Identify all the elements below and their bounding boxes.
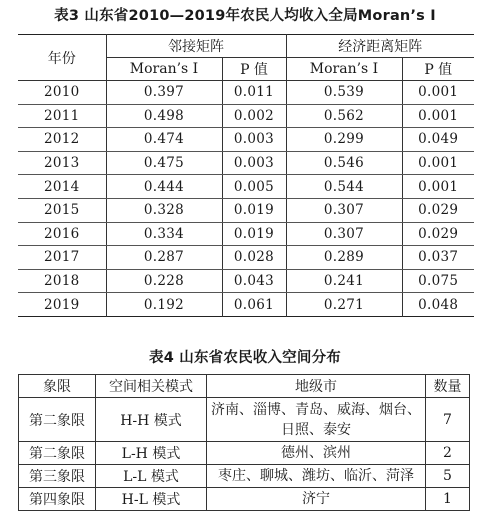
quadrant-cell: 第二象限 bbox=[19, 442, 96, 465]
table-row bbox=[19, 442, 470, 465]
adjacency-morans-i-cell: 0.287 bbox=[106, 246, 222, 270]
table-row bbox=[18, 246, 474, 270]
economic-morans-i-cell: 0.562 bbox=[286, 104, 402, 128]
economic-p-value-cell: 0.037 bbox=[402, 246, 474, 270]
header-economic-p-value: P 值 bbox=[402, 58, 474, 81]
table-row bbox=[18, 269, 474, 293]
pattern-cell: H-L 模式 bbox=[96, 488, 207, 511]
quadrant-cell: 第三象限 bbox=[19, 465, 96, 488]
table-row bbox=[18, 198, 474, 222]
header-quadrant: 象限 bbox=[19, 375, 96, 398]
economic-morans-i-cell: 0.307 bbox=[286, 198, 402, 222]
adjacency-morans-i-cell: 0.474 bbox=[106, 128, 222, 152]
table-row bbox=[18, 222, 474, 246]
cities-cell: 德州、滨州 bbox=[207, 442, 426, 465]
cities-cell: 济宁 bbox=[207, 488, 426, 511]
economic-morans-i-cell: 0.241 bbox=[286, 269, 402, 293]
economic-p-value-cell: 0.001 bbox=[402, 151, 474, 175]
header-adjacency-matrix: 邻接矩阵 bbox=[106, 35, 286, 58]
count-cell: 1 bbox=[426, 488, 470, 511]
header-correlation-pattern: 空间相关模式 bbox=[96, 375, 207, 398]
adjacency-p-value-cell: 0.019 bbox=[222, 222, 286, 246]
economic-p-value-cell: 0.001 bbox=[402, 104, 474, 128]
header-count: 数量 bbox=[426, 375, 470, 398]
header-prefecture-cities: 地级市 bbox=[207, 375, 426, 398]
adjacency-p-value-cell: 0.011 bbox=[222, 81, 286, 105]
economic-morans-i-cell: 0.546 bbox=[286, 151, 402, 175]
economic-p-value-cell: 0.029 bbox=[402, 222, 474, 246]
year-cell: 2016 bbox=[18, 222, 106, 246]
economic-morans-i-cell: 0.307 bbox=[286, 222, 402, 246]
economic-morans-i-cell: 0.289 bbox=[286, 246, 402, 270]
economic-morans-i-cell: 0.271 bbox=[286, 293, 402, 317]
adjacency-p-value-cell: 0.002 bbox=[222, 104, 286, 128]
spatial-distribution-table bbox=[18, 374, 470, 511]
pattern-cell: L-H 模式 bbox=[96, 442, 207, 465]
adjacency-p-value-cell: 0.003 bbox=[222, 128, 286, 152]
quadrant-cell: 第四象限 bbox=[19, 488, 96, 511]
table-row bbox=[18, 81, 474, 105]
table-row bbox=[18, 151, 474, 175]
economic-morans-i-cell: 0.544 bbox=[286, 175, 402, 199]
table4-caption: 表4 山东省农民收入空间分布 bbox=[149, 350, 341, 366]
header-economic-morans-i: Moran’s I bbox=[286, 58, 402, 81]
economic-p-value-cell: 0.029 bbox=[402, 198, 474, 222]
economic-morans-i-cell: 0.539 bbox=[286, 81, 402, 105]
economic-p-value-cell: 0.049 bbox=[402, 128, 474, 152]
table-row bbox=[18, 128, 474, 152]
adjacency-morans-i-cell: 0.498 bbox=[106, 104, 222, 128]
table-row bbox=[19, 465, 470, 488]
table-row bbox=[18, 293, 474, 317]
economic-morans-i-cell: 0.299 bbox=[286, 128, 402, 152]
year-cell: 2014 bbox=[18, 175, 106, 199]
pattern-cell: L-L 模式 bbox=[96, 465, 207, 488]
adjacency-morans-i-cell: 0.475 bbox=[106, 151, 222, 175]
table-row bbox=[19, 398, 470, 442]
header-adjacency-p-value: P 值 bbox=[222, 58, 286, 81]
year-cell: 2019 bbox=[43, 296, 80, 313]
table-row bbox=[19, 488, 470, 511]
table-row bbox=[18, 104, 474, 128]
economic-p-value-cell: 0.075 bbox=[402, 269, 474, 293]
adjacency-morans-i-cell: 0.444 bbox=[106, 175, 222, 199]
adjacency-morans-i-cell: 0.192 bbox=[106, 293, 222, 317]
quadrant-cell: 第二象限 bbox=[19, 398, 96, 442]
adjacency-p-value-cell: 0.028 bbox=[222, 246, 286, 270]
adjacency-morans-i-cell: 0.328 bbox=[106, 198, 222, 222]
header-economic-distance-matrix: 经济距离矩阵 bbox=[286, 35, 474, 58]
adjacency-morans-i-cell: 0.334 bbox=[106, 222, 222, 246]
pattern-cell: H-H 模式 bbox=[96, 398, 207, 442]
count-cell: 2 bbox=[426, 442, 470, 465]
year-cell: 2013 bbox=[18, 151, 106, 175]
year-cell: 2010 bbox=[18, 81, 106, 105]
morans-i-table bbox=[18, 34, 474, 317]
adjacency-p-value-cell: 0.043 bbox=[222, 269, 286, 293]
economic-p-value-cell: 0.001 bbox=[402, 175, 474, 199]
table3-caption: 表3 山东省2010—2019年农民人均收入全局Moran’s I bbox=[54, 8, 436, 24]
year-cell: 2015 bbox=[18, 198, 106, 222]
adjacency-morans-i-cell: 0.228 bbox=[106, 269, 222, 293]
count-cell: 7 bbox=[426, 398, 470, 442]
count-cell: 5 bbox=[426, 465, 470, 488]
header-adjacency-morans-i: Moran’s I bbox=[106, 58, 222, 81]
cities-cell: 枣庄、聊城、潍坊、临沂、菏泽 bbox=[207, 465, 426, 488]
economic-p-value-cell: 0.048 bbox=[402, 293, 474, 317]
year-cell: 2018 bbox=[18, 269, 106, 293]
adjacency-p-value-cell: 0.003 bbox=[222, 151, 286, 175]
adjacency-p-value-cell: 0.061 bbox=[222, 293, 286, 317]
cities-cell: 济南、淄博、青岛、威海、烟台、日照、泰安 bbox=[207, 398, 426, 442]
adjacency-p-value-cell: 0.019 bbox=[222, 198, 286, 222]
year-cell: 2012 bbox=[18, 128, 106, 152]
economic-p-value-cell: 0.001 bbox=[402, 81, 474, 105]
year-cell: 2011 bbox=[18, 104, 106, 128]
header-year: 年份 bbox=[18, 35, 106, 81]
adjacency-morans-i-cell: 0.397 bbox=[106, 81, 222, 105]
adjacency-p-value-cell: 0.005 bbox=[222, 175, 286, 199]
year-cell: 2017 bbox=[18, 246, 106, 270]
table-row bbox=[18, 175, 474, 199]
